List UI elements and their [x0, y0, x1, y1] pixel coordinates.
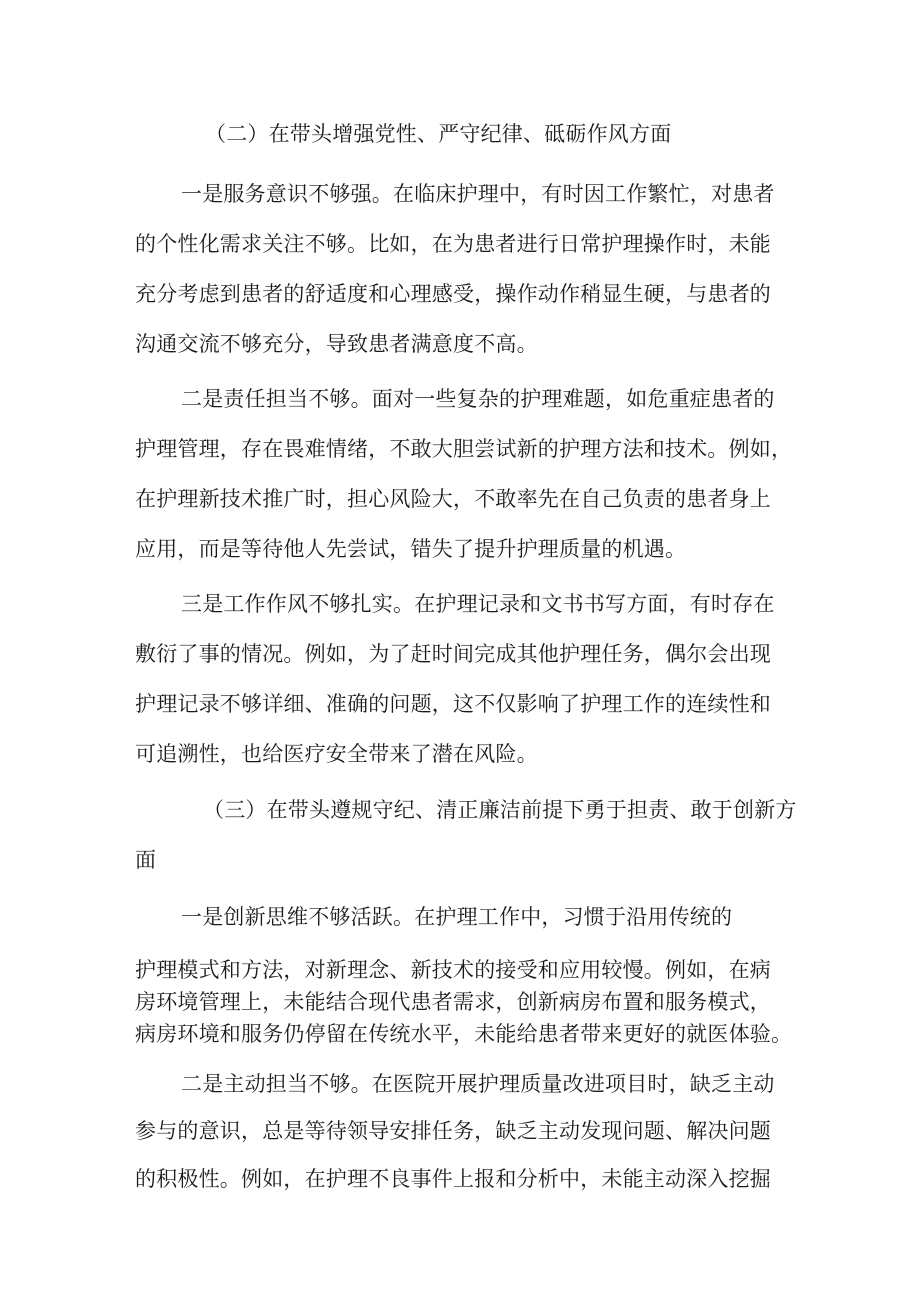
- paragraph-line: 应用，而是等待他人先尝试，错失了提升护理质量的机遇。: [135, 537, 687, 561]
- paragraph-line: 充分考虑到患者的舒适度和心理感受，操作动作稍显生硬，与患者的: [135, 282, 771, 306]
- section-3-heading: （三）在带头遵规守纪、清正廉洁前提下勇于担责、敢于创新方: [203, 798, 797, 822]
- paragraph-line: 护理记录不够详细、准确的问题，这不仅影响了护理工作的连续性和: [135, 692, 771, 716]
- paragraph-line: 三是工作作风不够扎实。在护理记录和文书书写方面，有时存在: [181, 592, 775, 616]
- paragraph-line: 参与的意识，总是等待领导安排任务，缺乏主动发现问题、解决问题: [135, 1119, 771, 1143]
- paragraph-line: 二是责任担当不够。面对一些复杂的护理难题，如危重症患者的: [181, 387, 775, 411]
- paragraph-line: 护理管理，存在畏难情绪，不敢大胆尝试新的护理方法和技术。例如，: [135, 437, 793, 461]
- paragraph-line: 房环境管理上，未能结合现代患者需求，创新病房布置和服务模式，: [135, 990, 771, 1014]
- paragraph-line: 的积极性。例如，在护理不良事件上报和分析中，未能主动深入挖掘: [135, 1167, 771, 1191]
- paragraph-line: 敷衍了事的情况。例如，为了赶时间完成其他护理任务，偶尔会出现: [135, 642, 771, 666]
- paragraph-line: 护理模式和方法，对新理念、新技术的接受和应用较慢。例如，在病: [135, 958, 771, 982]
- paragraph-line: 病房环境和服务仍停留在传统水平，未能给患者带来更好的就医体验。: [135, 1022, 793, 1046]
- paragraph-line: 沟通交流不够充分，导致患者满意度不高。: [135, 332, 538, 356]
- paragraph-line: 一是创新思维不够活跃。在护理工作中，习惯于沿用传统的: [181, 905, 733, 929]
- paragraph-line: 可追溯性，也给医疗安全带来了潜在风险。: [135, 742, 538, 766]
- paragraph-line: 一是服务意识不够强。在临床护理中，有时因工作繁忙，对患者: [181, 182, 775, 206]
- paragraph-line: 二是主动担当不够。在医院开展护理质量改进项目时，缺乏主动: [181, 1072, 775, 1096]
- paragraph-line: 在护理新技术推广时，担心风险大，不敢率先在自己负责的患者身上: [135, 487, 771, 511]
- section-3-heading-cont: 面: [135, 848, 157, 872]
- paragraph-line: 的个性化需求关注不够。比如，在为患者进行日常护理操作时，未能: [135, 232, 771, 256]
- section-2-heading: （二）在带头增强党性、严守纪律、砥砺作风方面: [205, 122, 672, 146]
